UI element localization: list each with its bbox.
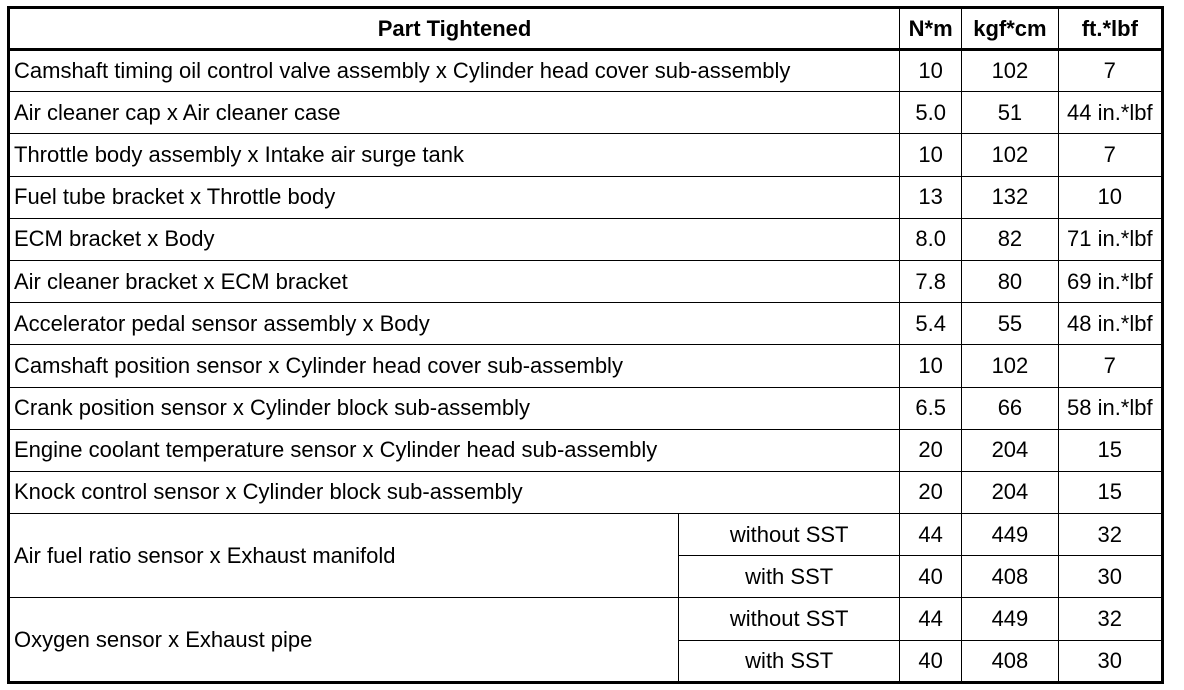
part-cell: ECM bracket x Body: [9, 218, 900, 260]
ft-cell: 69 in.*lbf: [1058, 260, 1162, 302]
table-row: [9, 134, 1163, 176]
kgf-cell: 102: [962, 134, 1058, 176]
nm-cell: 20: [900, 429, 962, 471]
nm-cell: 10: [900, 345, 962, 387]
part-cell: Camshaft timing oil control valve assembly x Cylinder head cover sub-assembly: [9, 50, 900, 92]
kgf-cell: 449: [962, 514, 1058, 556]
kgf-cell: 204: [962, 429, 1058, 471]
table-row: [9, 514, 1163, 556]
kgf-cell: 66: [962, 387, 1058, 429]
kgf-cell: 204: [962, 471, 1058, 513]
condition-cell: with SST: [679, 556, 900, 598]
header-ft-lbf: ft.*lbf: [1058, 8, 1162, 50]
ft-cell: 15: [1058, 429, 1162, 471]
nm-cell: 7.8: [900, 260, 962, 302]
part-cell: Accelerator pedal sensor assembly x Body: [9, 303, 900, 345]
ft-cell: 10: [1058, 176, 1162, 218]
kgf-cell: 449: [962, 598, 1058, 640]
part-cell: Oxygen sensor x Exhaust pipe: [9, 598, 679, 683]
nm-cell: 44: [900, 598, 962, 640]
table-row: [9, 50, 1163, 92]
part-cell: Crank position sensor x Cylinder block sub-assembly: [9, 387, 900, 429]
header-row: [9, 8, 1163, 50]
ft-cell: 30: [1058, 640, 1162, 682]
part-cell: Air cleaner bracket x ECM bracket: [9, 260, 900, 302]
part-cell: Engine coolant temperature sensor x Cylinder head sub-assembly: [9, 429, 900, 471]
kgf-cell: 51: [962, 92, 1058, 134]
table-row: [9, 176, 1163, 218]
kgf-cell: 408: [962, 640, 1058, 682]
ft-cell: 7: [1058, 345, 1162, 387]
table-row: [9, 429, 1163, 471]
nm-cell: 20: [900, 471, 962, 513]
nm-cell: 6.5: [900, 387, 962, 429]
table-row: [9, 92, 1163, 134]
table-row: [9, 303, 1163, 345]
nm-cell: 5.0: [900, 92, 962, 134]
part-cell: Knock control sensor x Cylinder block sub-assembly: [9, 471, 900, 513]
ft-cell: 7: [1058, 134, 1162, 176]
ft-cell: 32: [1058, 514, 1162, 556]
kgf-cell: 82: [962, 218, 1058, 260]
condition-cell: without SST: [679, 514, 900, 556]
kgf-cell: 80: [962, 260, 1058, 302]
part-cell: Air fuel ratio sensor x Exhaust manifold: [9, 514, 679, 598]
kgf-cell: 132: [962, 176, 1058, 218]
nm-cell: 40: [900, 640, 962, 682]
ft-cell: 7: [1058, 50, 1162, 92]
condition-cell: without SST: [679, 598, 900, 640]
table-row: [9, 345, 1163, 387]
table-row: [9, 471, 1163, 513]
ft-cell: 30: [1058, 556, 1162, 598]
part-cell: Throttle body assembly x Intake air surge tank: [9, 134, 900, 176]
header-part-tightened: Part Tightened: [9, 8, 900, 50]
header-nm: N*m: [900, 8, 962, 50]
table-row: [9, 260, 1163, 302]
kgf-cell: 102: [962, 50, 1058, 92]
kgf-cell: 408: [962, 556, 1058, 598]
nm-cell: 40: [900, 556, 962, 598]
nm-cell: 13: [900, 176, 962, 218]
part-cell: Fuel tube bracket x Throttle body: [9, 176, 900, 218]
kgf-cell: 102: [962, 345, 1058, 387]
part-cell: Air cleaner cap x Air cleaner case: [9, 92, 900, 134]
header-kgf-cm: kgf*cm: [962, 8, 1058, 50]
nm-cell: 10: [900, 134, 962, 176]
kgf-cell: 55: [962, 303, 1058, 345]
nm-cell: 5.4: [900, 303, 962, 345]
ft-cell: 71 in.*lbf: [1058, 218, 1162, 260]
nm-cell: 10: [900, 50, 962, 92]
condition-cell: with SST: [679, 640, 900, 682]
nm-cell: 8.0: [900, 218, 962, 260]
ft-cell: 58 in.*lbf: [1058, 387, 1162, 429]
part-cell: Camshaft position sensor x Cylinder head cover sub-assembly: [9, 345, 900, 387]
ft-cell: 32: [1058, 598, 1162, 640]
ft-cell: 44 in.*lbf: [1058, 92, 1162, 134]
torque-specification-table: [7, 6, 1164, 684]
table-row: [9, 218, 1163, 260]
nm-cell: 44: [900, 514, 962, 556]
table-row: [9, 387, 1163, 429]
table-row: [9, 598, 1163, 640]
ft-cell: 48 in.*lbf: [1058, 303, 1162, 345]
ft-cell: 15: [1058, 471, 1162, 513]
